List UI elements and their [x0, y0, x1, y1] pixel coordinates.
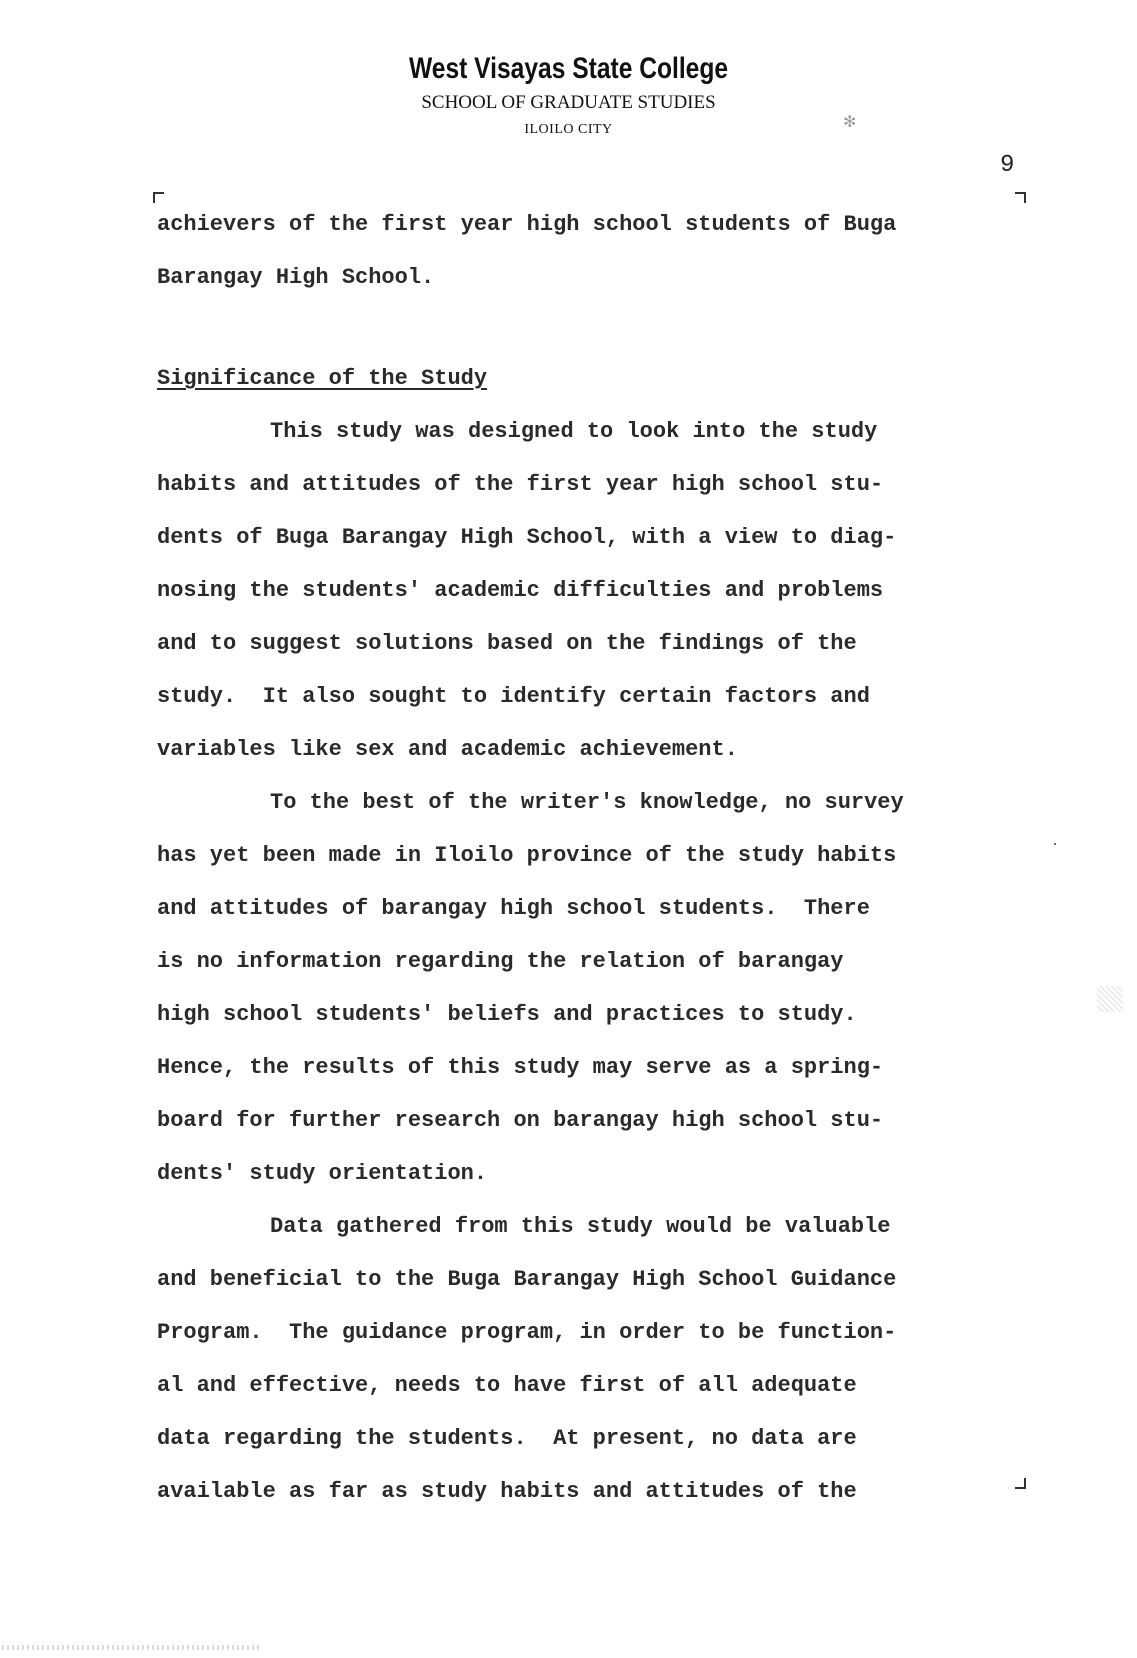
paragraph-line: available as far as study habits and attitudes of the: [157, 1479, 857, 1504]
school-name: SCHOOL OF GRADUATE STUDIES: [421, 92, 716, 113]
paragraph-line: and to suggest solutions based on the findings of the: [157, 631, 857, 656]
paragraph-line: nosing the students' academic difficulties and problems: [157, 578, 884, 603]
intro-line: achievers of the first year high school students of Buga: [157, 212, 897, 237]
paragraph-line: study. It also sought to identify certain factors and: [157, 684, 870, 709]
paragraph-line: variables like sex and academic achievement.: [157, 737, 738, 762]
paragraph-line: and beneficial to the Buga Barangay High School Guidance: [157, 1267, 897, 1292]
paragraph-line: Hence, the results of this study may serve as a spring-: [157, 1055, 884, 1080]
paragraph-line: has yet been made in Iloilo province of the study habits: [157, 843, 897, 868]
paragraph-line: To the best of the writer's knowledge, no survey: [270, 790, 904, 815]
paragraph-line: Program. The guidance program, in order to be function-: [157, 1320, 897, 1345]
college-name: West Visayas State College: [408, 52, 729, 85]
paragraph-line: and attitudes of barangay high school students. There: [157, 896, 870, 921]
paragraph-line: This study was designed to look into the study: [270, 419, 878, 444]
scan-footer-noise: [2, 1645, 262, 1650]
paragraph-line: dents of Buga Barangay High School, with a view to diag-: [157, 525, 897, 550]
paragraph-line: Data gathered from this study would be valuable: [270, 1214, 891, 1239]
paragraph-line: board for further research on barangay high school stu-: [157, 1108, 884, 1133]
paragraph-line: is no information regarding the relation of barangay: [157, 949, 844, 974]
scan-speck: [1054, 843, 1056, 845]
paragraph-line: data regarding the students. At present, no data are: [157, 1426, 857, 1451]
paragraph-line: dents' study orientation.: [157, 1161, 488, 1186]
scan-noise: [1097, 986, 1123, 1012]
paragraph-line: al and effective, needs to have first of all adequate: [157, 1373, 857, 1398]
paragraph-line: high school students' beliefs and practices to study.: [157, 1002, 857, 1027]
section-heading: Significance of the Study: [157, 366, 488, 391]
page-number: 9: [1000, 152, 1015, 179]
city-name: ILOILO CITY: [524, 122, 613, 137]
letterhead: [0, 52, 1137, 138]
ink-smudge-icon: ✻: [843, 112, 857, 131]
paragraph-line: habits and attitudes of the first year high school stu-: [157, 472, 884, 497]
intro-line: Barangay High School.: [157, 265, 435, 290]
body-text: [157, 198, 1037, 1518]
